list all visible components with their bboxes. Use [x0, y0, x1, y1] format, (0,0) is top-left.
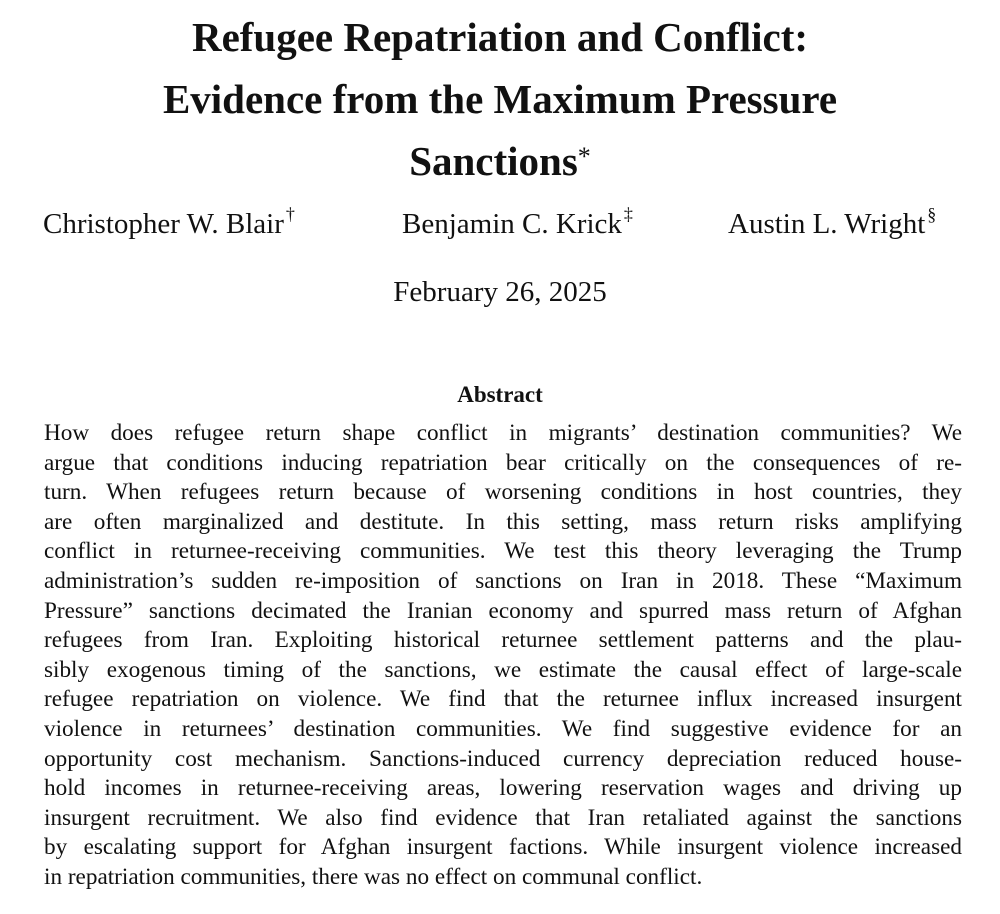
author-name: Christopher W. Blair [43, 208, 284, 240]
author [728, 204, 937, 241]
author-name: Austin L. Wright [728, 208, 926, 240]
abstract-line: insurgent recruitment. We also find evidence that Iran retaliated against the sanctions [44, 804, 962, 831]
abstract-line: by escalating support for Afghan insurgent factions. While insurgent violence increased [44, 834, 962, 861]
author [402, 204, 633, 241]
abstract-line: turn. When refugees return because of worsening conditions in host countries, they [44, 479, 962, 506]
abstract-line: refugee repatriation on violence. We find that the returnee influx increased insurgent [44, 686, 962, 713]
abstract-line: opportunity cost mechanism. Sanctions-induced currency depreciation reduced house- [44, 745, 962, 772]
publication-date: February 26, 2025 [393, 276, 607, 308]
author-name: Benjamin C. Krick [402, 208, 622, 240]
title-line-text: Sanctions [409, 138, 578, 184]
abstract-line: conflict in returnee-receiving communities. We test this theory leveraging the Trump [44, 538, 962, 565]
abstract-body [44, 419, 962, 893]
title-line [0, 130, 1000, 192]
author-footnote-mark[interactable]: ‡ [623, 204, 633, 224]
abstract-line: Pressure” sanctions decimated the Iranian economy and spurred mass return of Afghan [44, 597, 962, 624]
title-line: Evidence from the Maximum Pressure [162, 76, 838, 122]
abstract-line: hold incomes in returnee-receiving areas, lowering reservation wages and driving up [44, 775, 962, 802]
author-footnote-mark[interactable]: § [927, 204, 937, 224]
title-line: Refugee Repatriation and Conflict: [191, 14, 809, 60]
author [43, 204, 295, 241]
title-footnote-mark[interactable]: * [577, 142, 591, 171]
abstract-line: refugees from Iran. Exploiting historical returnee settlement patterns and the plau- [44, 627, 962, 654]
abstract-line: are often marginalized and destitute. In this setting, mass return risks amplifying [44, 508, 962, 535]
author-list [0, 204, 1000, 248]
abstract-line: argue that conditions inducing repatriation bear critically on the consequences of re- [44, 449, 962, 476]
abstract-line: violence in returnees’ destination communities. We find suggestive evidence for an [44, 715, 962, 742]
abstract-line: administration’s sudden re-imposition of sanctions on Iran in 2018. These “Maximum [44, 567, 962, 594]
author-footnote-mark[interactable]: † [285, 204, 295, 224]
abstract-line: How does refugee return shape conflict in migrants’ destination communities? We [44, 420, 962, 446]
paper-title [0, 6, 1000, 192]
abstract-line: sibly exogenous timing of the sanctions, we estimate the causal effect of large-scale [44, 656, 962, 683]
abstract-line: in repatriation communities, there was no effect on communal conflict. [44, 863, 703, 890]
abstract-heading: Abstract [457, 382, 543, 407]
